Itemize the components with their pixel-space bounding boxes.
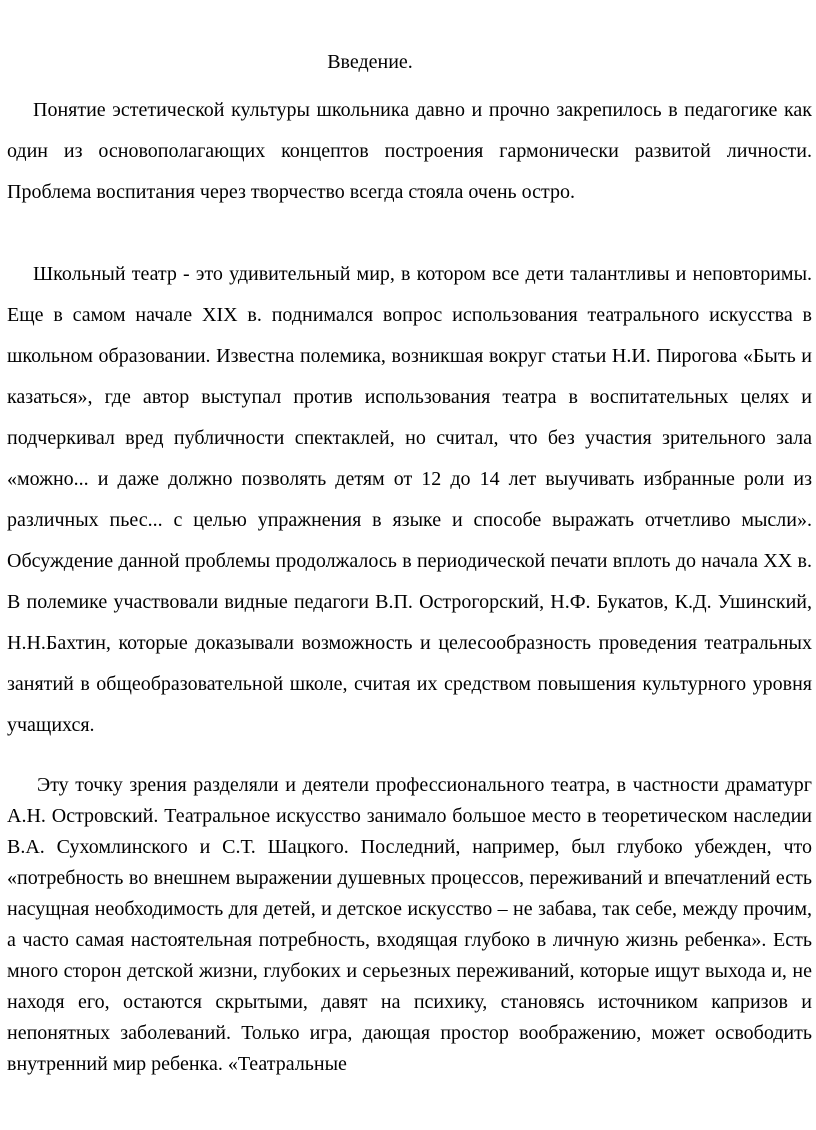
paragraph-3: Эту точку зрения разделяли и деятели профессионального театра, в частности драматург А.Н. Островский. Театральное искусство занимало большое место в теоретическом наследии В.А. Сухомлинского и С.Т. Шацкого. Последний, например, был глубоко убежден, что «потребность во внешнем выражении душевных процессов, переживаний и впечатлений есть насущная необходимость для детей, и детское искусство – не забава, так себе, между прочим, а часто самая настоятельная потребность, входящая глубоко в личную жизнь ребенка». Есть много сторон детской жизни, глубоких и серьезных переживаний, которые ищут выхода и, не находя его, остаются скрытыми, давят на психику, становясь источником капризов и непонятных заболеваний. Только игра, дающая простор воображению, может освободить внутренний мир ребенка. «Театральные bbox=[7, 774, 812, 1075]
paragraph-2: Школьный театр - это удивительный мир, в котором все дети талантливы и неповторимы. Еще в самом начале XIX в. поднимался вопрос использования театрального искусства в школьном образовании. Известна полемика, возникшая вокруг статьи Н.И. Пирогова «Быть и казаться», где автор выступал против использования театра в воспитательных целях и подчеркивал вред публичности спектаклей, но считал, что без участия зрительного зала «можно... и даже должно позволять детям от 12 до 14 лет выучивать избранные роли из различных пьес... с целью упражнения в языке и способе выражать отчетливо мысли». Обсуждение данной проблемы продолжалось в периодической печати вплоть до начала XX в. В полемике участвовали видные педагоги В.П. Острогорский, Н.Ф. Букатов, К.Д. Ушинский, Н.Н.Бахтин, которые доказывали возможность и целесообразность проведения театральных занятий в общеобразовательной школе, считая их средством повышения культурного уровня учащихся. bbox=[7, 263, 812, 736]
page-title: Введение. bbox=[327, 51, 413, 73]
paragraph-1: Понятие эстетической культуры школьника давно и прочно закрепилось в педагогике как один из основополагающих концептов построения гармонически развитой личности. Проблема воспитания через творчество всегда стояла очень остро. bbox=[7, 99, 812, 203]
paragraph-block-1 bbox=[7, 90, 812, 213]
paragraph-block-3 bbox=[7, 770, 812, 1080]
paragraph-block-2 bbox=[7, 254, 812, 746]
